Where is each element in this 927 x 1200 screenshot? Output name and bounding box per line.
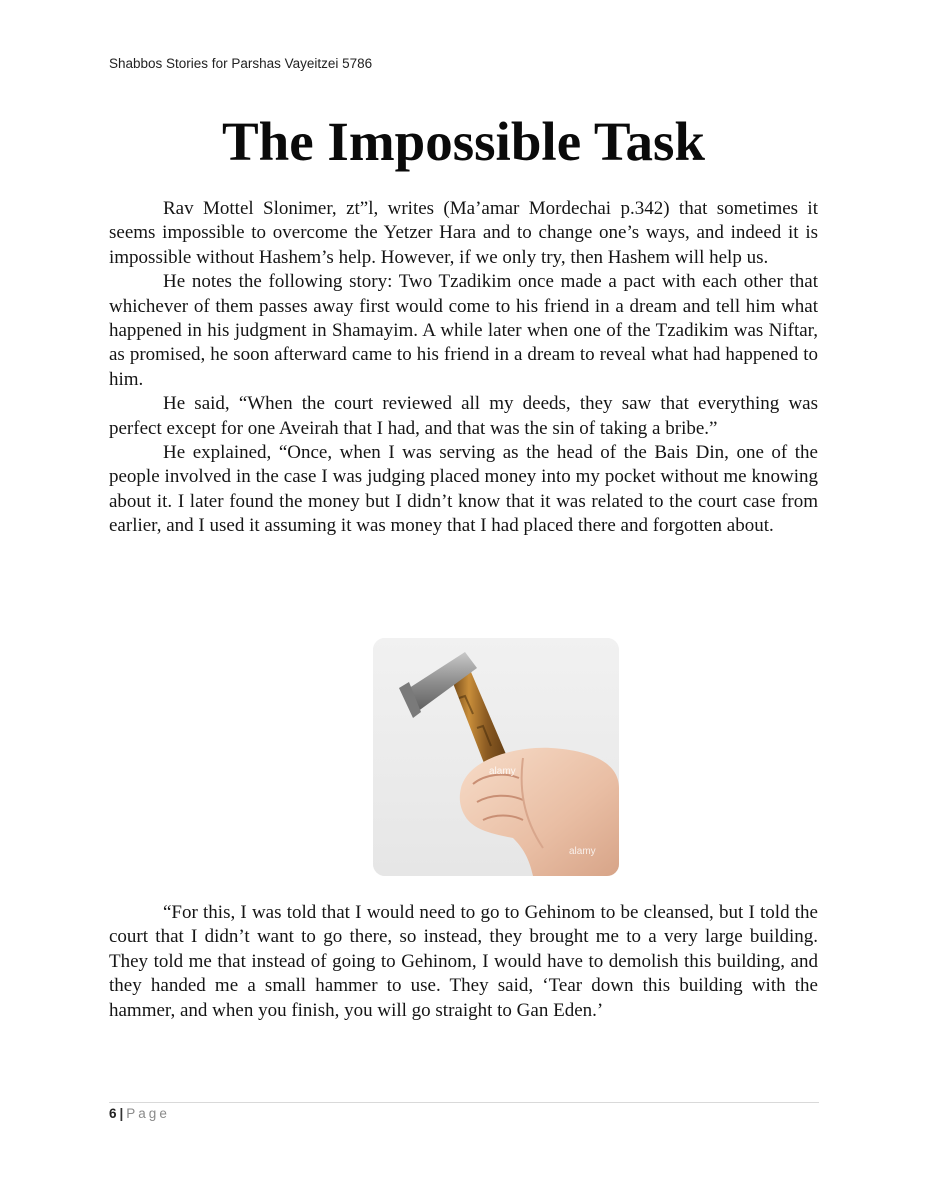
svg-text:alamy: alamy — [489, 766, 516, 777]
paragraph: He said, “When the court reviewed all my deeds, they saw that everything was perfect except for one Aveirah that I had, and that was the sin of taking a bribe.” — [109, 393, 818, 439]
footer-separator: | — [119, 1106, 124, 1121]
paragraph: “For this, I was told that I would need to go to Gehinom to be cleansed, but I told the court that I didn’t want to go there, so instead, they brought me to a very large building. They told me that instead of going to Gehinom, I would have to demolish this building, and they handed me a small hammer to use. They said, ‘Tear down this building with the hammer, and when you finish, you will go straight to Gan Eden.’ — [109, 902, 818, 1021]
hammer-photo — [373, 638, 619, 876]
body-text-before-image — [109, 197, 818, 539]
paragraph: Rav Mottel Slonimer, zt”l, writes (Ma’amar Mordechai p.342) that sometimes it seems impossible to overcome the Yetzer Hara and to change one’s ways, and indeed it is impossible without Hashem’s help. However, if we only try, then Hashem will help us. — [109, 198, 818, 268]
svg-text:alamy: alamy — [569, 846, 596, 857]
page-footer — [109, 1106, 170, 1121]
paragraph: He explained, “Once, when I was serving as the head of the Bais Din, one of the people involved in the case I was judging placed money into my pocket without me knowing about it. I later found the money but I didn’t know that it was related to the court case from earlier, and I used it assuming it was money that I had placed there and forgotten about. — [109, 442, 818, 537]
paragraph: He notes the following story: Two Tzadikim once made a pact with each other that whichever of them passes away first would come to his friend in a dream and tell him what happened in his judgment in Shamayim. A while later when one of the Tzadikim was Niftar, as promised, he soon afterward came to his friend in a dream to reveal what had happened to him. — [109, 271, 818, 390]
footer-divider — [109, 1102, 819, 1103]
body-text-after-image — [109, 901, 818, 1023]
page-label: Page — [126, 1106, 170, 1121]
running-header: Shabbos Stories for Parshas Vayeitzei 5786 — [109, 56, 373, 71]
hand-holding-hammer-icon — [373, 638, 619, 876]
page-number: 6 — [109, 1106, 117, 1121]
page-title: The Impossible Task — [222, 111, 705, 172]
